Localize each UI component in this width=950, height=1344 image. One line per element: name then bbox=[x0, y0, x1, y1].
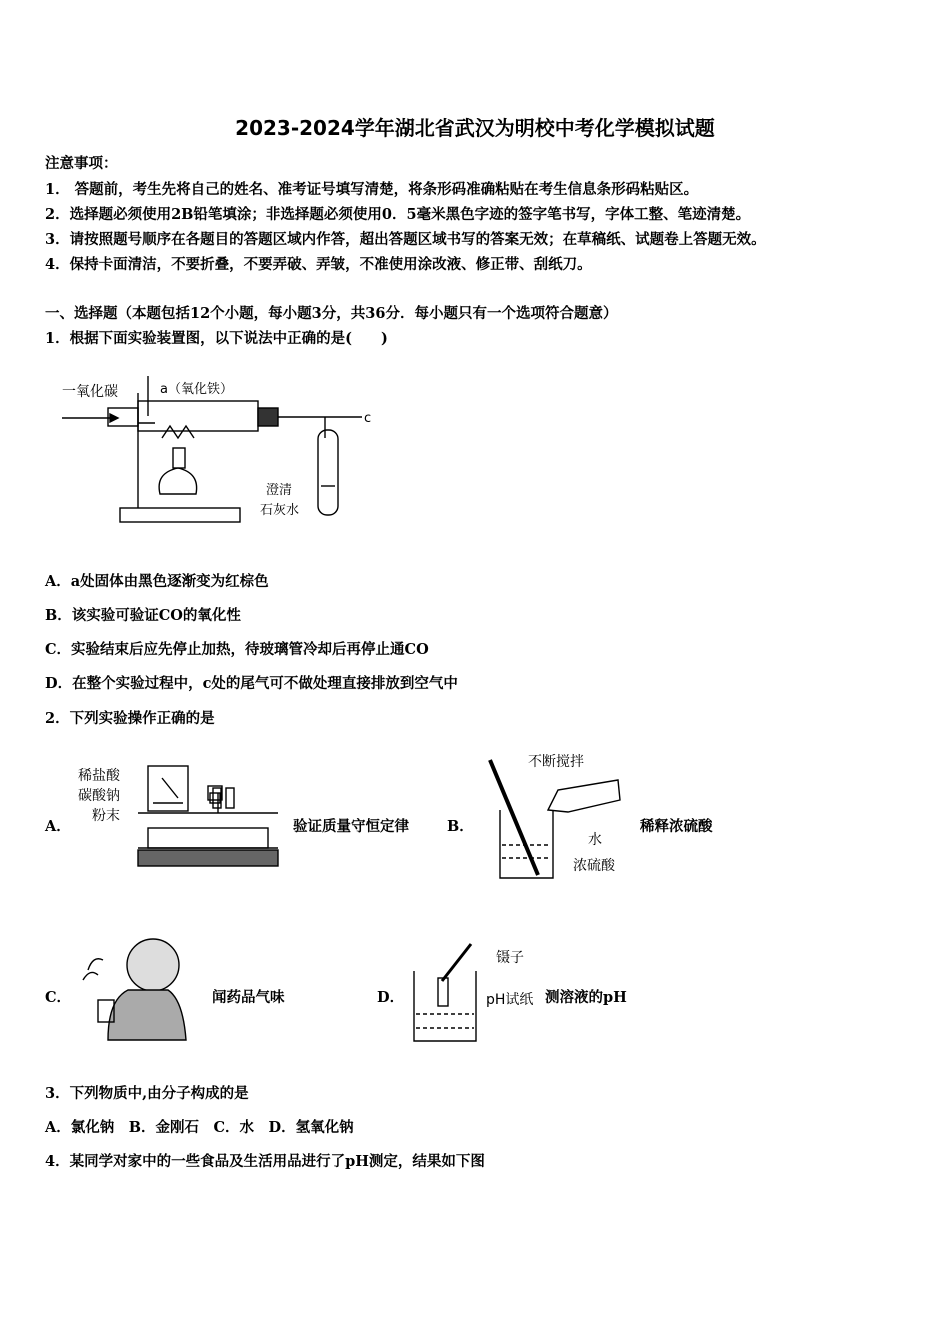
note-item: 1． 答题前，考生先将自己的姓名、准考证号填写清楚，将条形码准确粘贴在考生信息条形码粘贴区。 bbox=[45, 181, 699, 198]
note-item: 3．请按照题号顺序在各题目的答题区域内作答，超出答题区域书写的答案无效；在草稿纸、试题卷上答题无效。 bbox=[45, 231, 766, 248]
b-label-3: 浓硫酸 bbox=[573, 858, 615, 874]
a-label-1: 稀盐酸 bbox=[78, 768, 120, 784]
note-item: 2．选择题必须使用2B铅笔填涂；非选择题必须使用0．5毫米黑色字迹的签字笔书写，字体工整、笔迹清楚。 bbox=[45, 206, 751, 223]
question-3-stem: 3．下列物质中,由分子构成的是 bbox=[45, 1085, 249, 1102]
a-label-2: 碳酸钠 bbox=[78, 788, 120, 804]
note-item: 4．保持卡面清洁，不要折叠，不要弄破、弄皱，不准使用涂改液、修正带、刮纸刀。 bbox=[45, 256, 592, 273]
q1-option-c: C．实验结束后应先停止加热，待玻璃管冷却后再停止通CO bbox=[45, 641, 429, 658]
a-label-3: 粉末 bbox=[92, 808, 120, 824]
question-2-stem: 2．下列实验操作正确的是 bbox=[45, 710, 215, 727]
b-label-2: 水 bbox=[588, 832, 602, 848]
question-1-stem: 1．根据下面实验装置图，以下说法中正确的是( ) bbox=[45, 330, 388, 347]
q3-options: A．氯化钠 B．金刚石 C．水 D．氢氧化钠 bbox=[45, 1119, 354, 1136]
q2-option-a-desc: 验证质量守恒定律 bbox=[293, 818, 409, 835]
notes-heading: 注意事项： bbox=[45, 155, 118, 172]
q1-option-a: A．a处固体由黑色逐渐变为红棕色 bbox=[45, 573, 269, 590]
smelling-figure bbox=[78, 930, 193, 1050]
q2-option-b-desc: 稀释浓硫酸 bbox=[640, 818, 713, 835]
c-label: c bbox=[364, 411, 372, 426]
q1-option-b: B．该实验可验证CO的氧化性 bbox=[45, 607, 241, 624]
d-label-1: 镊子 bbox=[496, 950, 524, 966]
q2-option-b-letter: B． bbox=[447, 818, 474, 835]
q2-option-c-desc: 闻药品气味 bbox=[212, 989, 285, 1006]
b-label-1: 不断搅拌 bbox=[528, 754, 584, 770]
q2-option-d-desc: 测溶液的pH bbox=[545, 989, 627, 1006]
q1-option-d: D．在整个实验过程中，c处的尾气可不做处理直接排放到空气中 bbox=[45, 675, 458, 692]
co-label: 一氧化碳 bbox=[62, 384, 118, 400]
dilution-figure bbox=[478, 750, 638, 885]
q2-option-c-letter: C． bbox=[45, 989, 72, 1006]
co-reduction-apparatus-figure bbox=[50, 368, 380, 528]
ph-test-figure bbox=[406, 936, 546, 1046]
page-title: 2023-2024学年湖北省武汉为明校中考化学模拟试题 bbox=[235, 116, 715, 140]
q2-option-d-letter: D． bbox=[377, 989, 405, 1006]
question-4-stem: 4．某同学对家中的一些食品及生活用品进行了pH测定，结果如下图 bbox=[45, 1153, 485, 1170]
section-heading: 一、选择题（本题包括12个小题，每小题3分，共36分．每小题只有一个选项符合题意） bbox=[45, 305, 618, 322]
q2-option-a-letter: A． bbox=[45, 818, 71, 835]
d-label-2: pH试纸 bbox=[486, 992, 534, 1008]
lime-label-2: 石灰水 bbox=[260, 503, 300, 518]
lime-label-1: 澄清 bbox=[266, 483, 293, 498]
a-label: a（氧化铁） bbox=[160, 382, 233, 397]
balance-figure bbox=[78, 758, 293, 883]
